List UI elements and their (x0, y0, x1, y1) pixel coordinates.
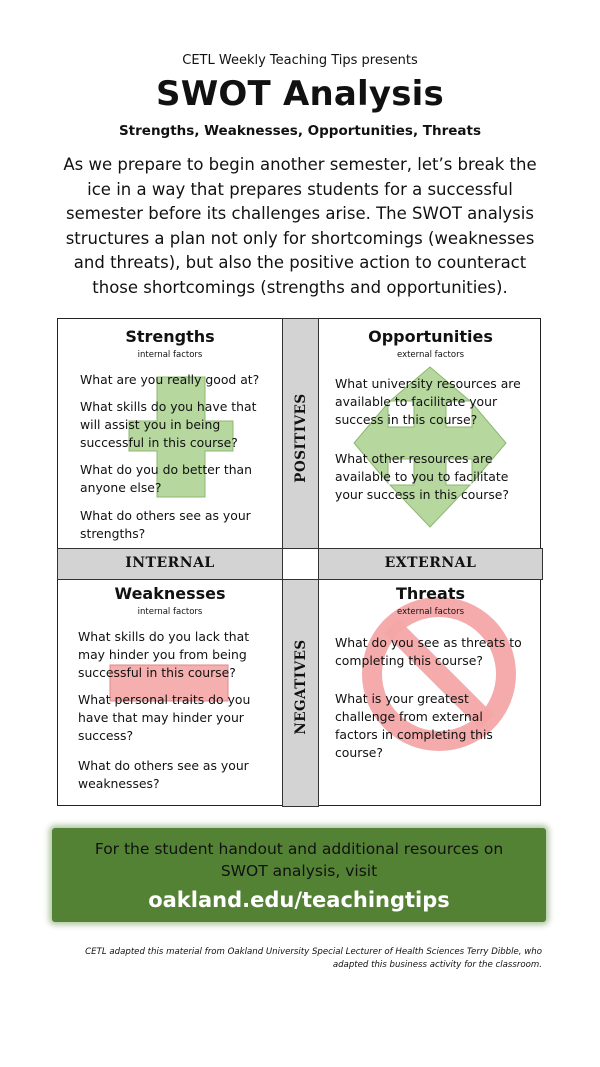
question-line: success in this course? (335, 412, 478, 427)
question-line: may hinder you from being (78, 647, 247, 662)
intro-line: structures a plan not only for shortcomings (weaknesses (65, 228, 535, 248)
question-line: What do you see as threats to (335, 635, 522, 650)
question-line: your success in this course? (335, 487, 509, 502)
question-line: What skills do you have that (80, 399, 257, 414)
question-line: challenge from external (335, 709, 483, 724)
question-line: What do others see as your (78, 758, 249, 773)
credit-line: CETL adapted this material from Oakland University Special Lecturer of Health Sciences Terry Dibble, who (85, 947, 542, 957)
strengths-question (80, 461, 252, 497)
strengths-title: Strengths (125, 327, 215, 346)
question-line: What is your greatest (335, 691, 469, 706)
threats-question (335, 690, 493, 762)
strengths-question (80, 398, 256, 452)
intro-paragraph (62, 153, 538, 300)
threats-subtitle: external factors (396, 607, 464, 617)
opportunities-title: Opportunities (368, 327, 493, 346)
banner-text (52, 838, 546, 882)
swot-grid (57, 318, 541, 806)
opportunities-question (335, 375, 521, 429)
threats-question (335, 634, 522, 670)
question-line: What do you do better than (80, 462, 252, 477)
band-intersection (282, 548, 319, 580)
question-line: successful in this course? (80, 435, 238, 450)
question-line: course? (335, 745, 383, 760)
negatives-label: NEGATIVES (293, 639, 309, 735)
question-line: will assist you in being (80, 417, 221, 432)
banner-line: SWOT analysis, visit (220, 862, 378, 880)
external-label: EXTERNAL (384, 555, 477, 571)
question-line: What personal traits do you (78, 692, 251, 707)
question-line: What are you really good at? (80, 372, 260, 387)
teachingtips-link[interactable]: oakland.edu/teachingtips (148, 888, 450, 912)
question-line: have that may hinder your (78, 710, 244, 725)
intro-line: those shortcomings (strengths and opportunities). (92, 277, 508, 297)
question-line: completing this course? (335, 653, 483, 668)
weaknesses-question (78, 757, 249, 793)
weaknesses-title: Weaknesses (114, 584, 226, 603)
intro-line: semester before its challenges arise. The SWOT analysis (66, 204, 534, 223)
question-line: What do others see as your (80, 508, 251, 523)
intro-line: and threats), but also the positive action to counteract (73, 253, 527, 272)
question-line: available to you to facilitate (335, 469, 509, 484)
strengths-quadrant (58, 319, 282, 548)
positives-label: POSITIVES (293, 393, 309, 483)
question-line: factors in completing this (335, 727, 493, 742)
strengths-question (80, 371, 259, 389)
strengths-question (80, 507, 251, 543)
credit-note (60, 946, 542, 972)
weaknesses-question (78, 628, 249, 682)
question-line: available to facilitate your (335, 394, 498, 409)
question-line: weaknesses? (78, 776, 160, 791)
question-line: What skills do you lack that (78, 629, 250, 644)
question-line: What other resources are (335, 451, 493, 466)
credit-line: adapted this business activity for the classroom. (332, 960, 542, 970)
page-subtitle: Strengths, Weaknesses, Opportunities, Threats (118, 123, 482, 139)
weaknesses-question (78, 691, 250, 745)
opportunities-question (335, 450, 509, 504)
threats-quadrant (319, 580, 542, 807)
opportunities-quadrant (319, 319, 542, 548)
opportunities-subtitle: external factors (396, 350, 464, 360)
question-line: anyone else? (80, 480, 162, 495)
intro-line: As we prepare to begin another semester, let’s break the (63, 155, 537, 174)
threats-title: Threats (395, 584, 465, 603)
weaknesses-quadrant (58, 580, 282, 807)
strengths-subtitle: internal factors (137, 350, 203, 360)
intro-line: ice in a way that prepares students for a successful (87, 179, 513, 199)
question-line: success? (78, 728, 134, 743)
question-line: strengths? (80, 526, 146, 541)
weaknesses-subtitle: internal factors (137, 607, 203, 617)
page-title: SWOT Analysis (156, 74, 444, 114)
internal-label: INTERNAL (125, 555, 215, 571)
presents-line: CETL Weekly Teaching Tips presents (182, 53, 418, 68)
question-line: successful in this course? (78, 665, 236, 680)
banner-line: For the student handout and additional resources on (94, 840, 504, 858)
resources-banner (52, 828, 546, 922)
question-line: What university resources are (335, 376, 521, 391)
